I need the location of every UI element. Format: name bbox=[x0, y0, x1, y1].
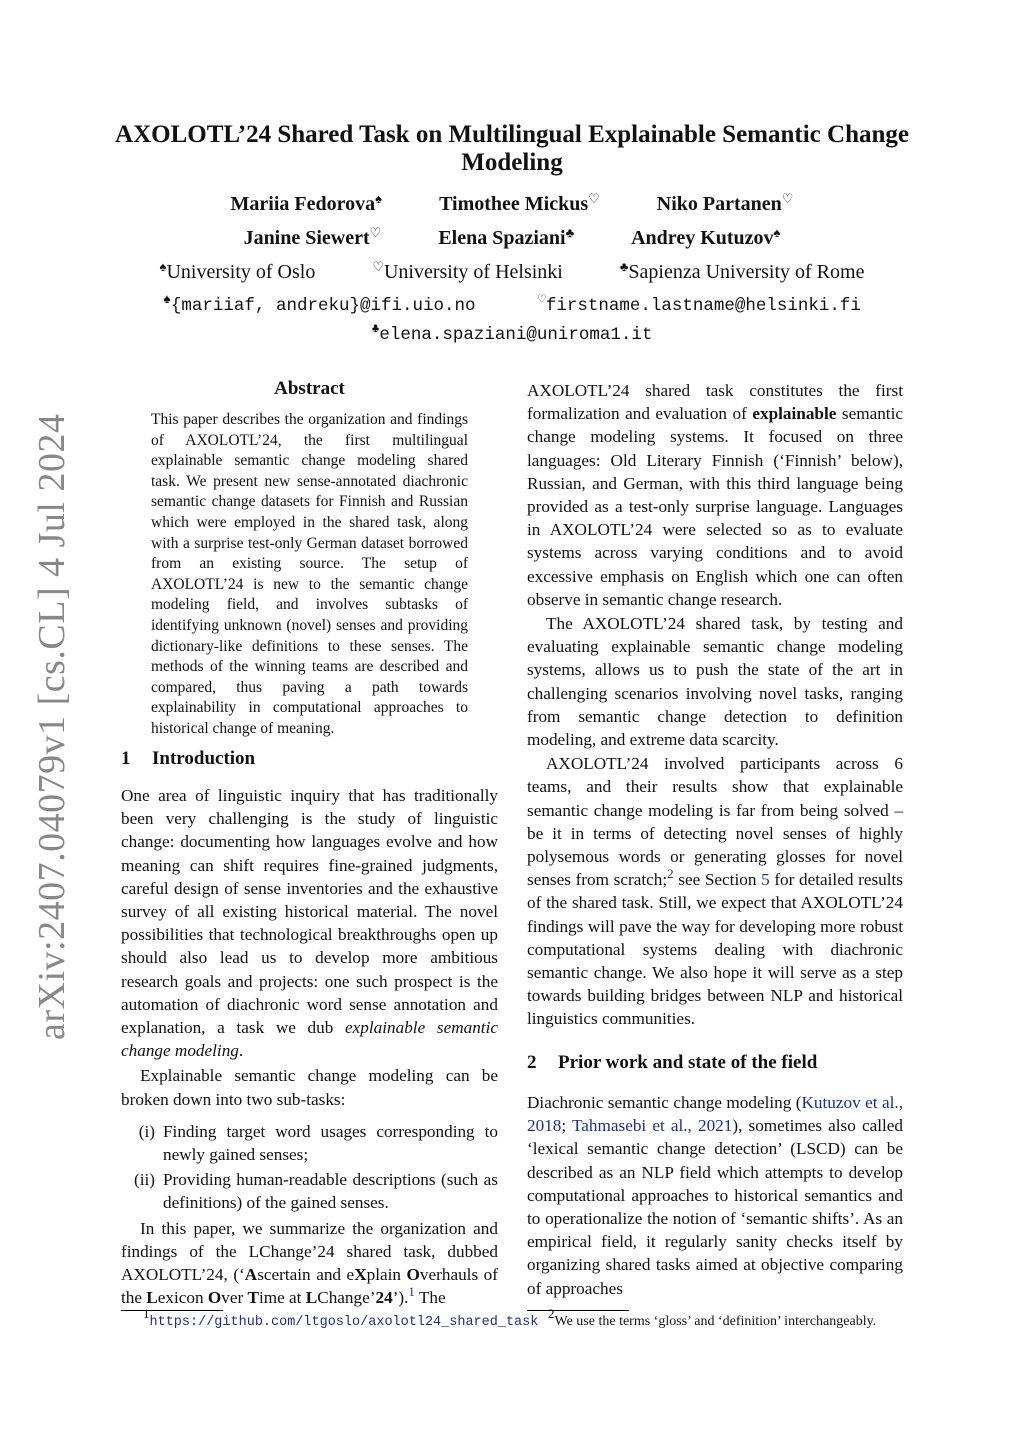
section-ref-5[interactable]: 5 bbox=[761, 870, 770, 890]
section-2-body bbox=[527, 1091, 903, 1300]
author: Elena Spaziani♣ bbox=[438, 225, 575, 249]
right-column-body bbox=[527, 379, 903, 1031]
section-1-heading: 1 Introduction bbox=[121, 748, 256, 769]
emails-row-1 bbox=[0, 292, 1024, 316]
author: Janine Siewert♡ bbox=[243, 225, 382, 249]
right-paragraph-1: AXOLOTL’24 shared task constitutes the first formalization and evaluation of explainable semantic change modeling systems. It focused on three languages: Old Literary Finnish (‘Finnish’ below), Russian, and German, with this third language being provided as a test-only surprise language. Languages in AXOLOTL’24 were selected so as to evaluate systems across varying conditions and to avoid excessive emphasis on English which one can often observe in semantic change research. bbox=[527, 381, 903, 609]
citation-kutuzov[interactable]: Kutuzov et al., 2018 bbox=[527, 1093, 903, 1136]
abstract-heading: Abstract bbox=[274, 378, 345, 399]
author: Timothee Mickus♡ bbox=[439, 191, 600, 215]
emails-row-2 bbox=[0, 321, 1024, 345]
emphasis-term: explainable semantic change modeling bbox=[121, 1018, 498, 1061]
acronym-expansion: Ascertain and eXplain Overhauls of the Lexicon Over Time at LChange’24’). bbox=[121, 1265, 498, 1308]
footnote-2: $^2$We use the terms ‘gloss’ and ‘definition’ interchangeably. bbox=[548, 1306, 877, 1329]
subtask-list bbox=[121, 1120, 498, 1215]
prior-work-paragraph: Diachronic semantic change modeling (Kutuzov et al., 2018; Tahmasebi et al., 2021), sometimes also called ‘lexical semantic change detection’ (LSCD) can be described as an NLP field which attempts to develop computational approaches to historical semantics and to operationalize the notion of ‘semantic shifts’. As an empirical field, it regularly sanity checks itself by organizing shared tasks aimed at objective comparing of approaches bbox=[527, 1093, 904, 1298]
email[interactable]: ♡firstname.lastname@helsinki.fi bbox=[538, 292, 861, 316]
affiliation: ♠University of Oslo bbox=[159, 259, 316, 283]
right-paragraph-3: AXOLOTL’24 involved participants across 6 teams, and their results show that explainable semantic change modeling is far from being solved – be it in terms of detecting novel senses of highly polysemous words or generating glosses for novel senses from scratch;$^2$ see Section 5 for detailed results of the shared task. Still, we expect that AXOLOTL’24 findings will pave the way for developing more robust computational systems dealing with diachronic semantic change. We also hope it will serve as a step towards building bridges between NLP and historical linguistics communities. bbox=[527, 754, 903, 1029]
abstract-text: This paper describes the organization and findings of AXOLOTL’24, the first multilingual explainable semantic change modeling shared task. We present new sense-annotated diachronic semantic change datasets for Finnish and Russian which were employed in the shared task, along with a surprise test-only German dataset borrowed from an existing source. The setup of AXOLOTL’24 is new to the semantic change modeling field, and involves subtasks of identifying unknown (novel) senses and providing dictionary-like definitions to these senses. The methods of the winning teams are described and compared, thus paving a path towards explainability in computational approaches to historical change of meaning. bbox=[151, 411, 468, 737]
right-paragraph-2: The AXOLOTL’24 shared task, by testing and evaluating explainable semantic change modeling systems, allows us to push the state of the art in challenging scenarios involving novel tasks, ranging from semantic change detection to definition modeling, and extreme data scarcity. bbox=[527, 614, 903, 750]
affiliations bbox=[0, 261, 1024, 284]
intro-paragraph-1: One area of linguistic inquiry that has traditionally been very challenging is the study of linguistic change: documenting how languages evolve and how meaning can shift requires fine-grained judgments, careful design of sense inventories and the exhaustive survey of all existing historical material. The novel possibilities that technological breakthroughs open up should also lead us to develop more ambitious research goals and projects: one such prospect is the automation of diachronic word sense annotation and explanation, a task we dub explainable semantic change modeling. bbox=[121, 786, 498, 1061]
author: Niko Partanen♡ bbox=[656, 191, 794, 215]
footnote-rule-left bbox=[121, 1310, 223, 1311]
footnote-ref-1[interactable]: 1 bbox=[408, 1284, 415, 1300]
email[interactable]: ♠{mariiaf, andreku}@ifi.uio.no bbox=[163, 292, 476, 316]
intro-paragraph-3: In this paper, we summarize the organization and findings of the LChange’24 shared task, dubbed AXOLOTL’24, (‘Ascertain and eXplain Overhauls of the Lexicon Over Time at LChange’24’).$^1$ The bbox=[121, 1218, 498, 1308]
authors-row-2 bbox=[0, 227, 1024, 250]
arxiv-identifier: arXiv:2407.04079v1 [cs.CL] 4 Jul 2024 bbox=[31, 413, 73, 1040]
section-2-heading: 2 Prior work and state of the field bbox=[527, 1052, 818, 1073]
author: Mariia Fedorova♠ bbox=[230, 191, 383, 215]
list-item: (ii) Providing human-readable descriptions (such as definitions) of the gained senses. bbox=[134, 1170, 498, 1213]
footnote-rule-right bbox=[527, 1310, 629, 1311]
left-column-body bbox=[121, 784, 498, 1309]
intro-paragraph-2: Explainable semantic change modeling can be broken down into two sub-tasks: bbox=[121, 1066, 498, 1109]
footnote-ref-2[interactable]: 2 bbox=[667, 866, 674, 882]
list-item: (i) Finding target word usages corresponding to newly gained senses; bbox=[138, 1121, 498, 1165]
footnote-1: $^1$https://github.com/ltgoslo/axolotl24_shared_task bbox=[143, 1306, 539, 1330]
author: Andrey Kutuzov♠ bbox=[631, 225, 781, 249]
paper-title: AXOLOTL’24 Shared Task on Multilingual Explainable Semantic Change Modeling bbox=[115, 121, 909, 176]
email[interactable]: ♣elena.spaziani@uniroma1.it bbox=[371, 321, 653, 345]
affiliation: ♡University of Helsinki bbox=[372, 259, 563, 283]
citation-tahmasebi[interactable]: Tahmasebi et al., 2021 bbox=[571, 1116, 733, 1136]
footnote-url[interactable]: https://github.com/ltgoslo/axolotl24_shared_task bbox=[149, 1315, 539, 1330]
authors-row-1 bbox=[0, 193, 1024, 216]
affiliation: ♣Sapienza University of Rome bbox=[619, 259, 865, 283]
